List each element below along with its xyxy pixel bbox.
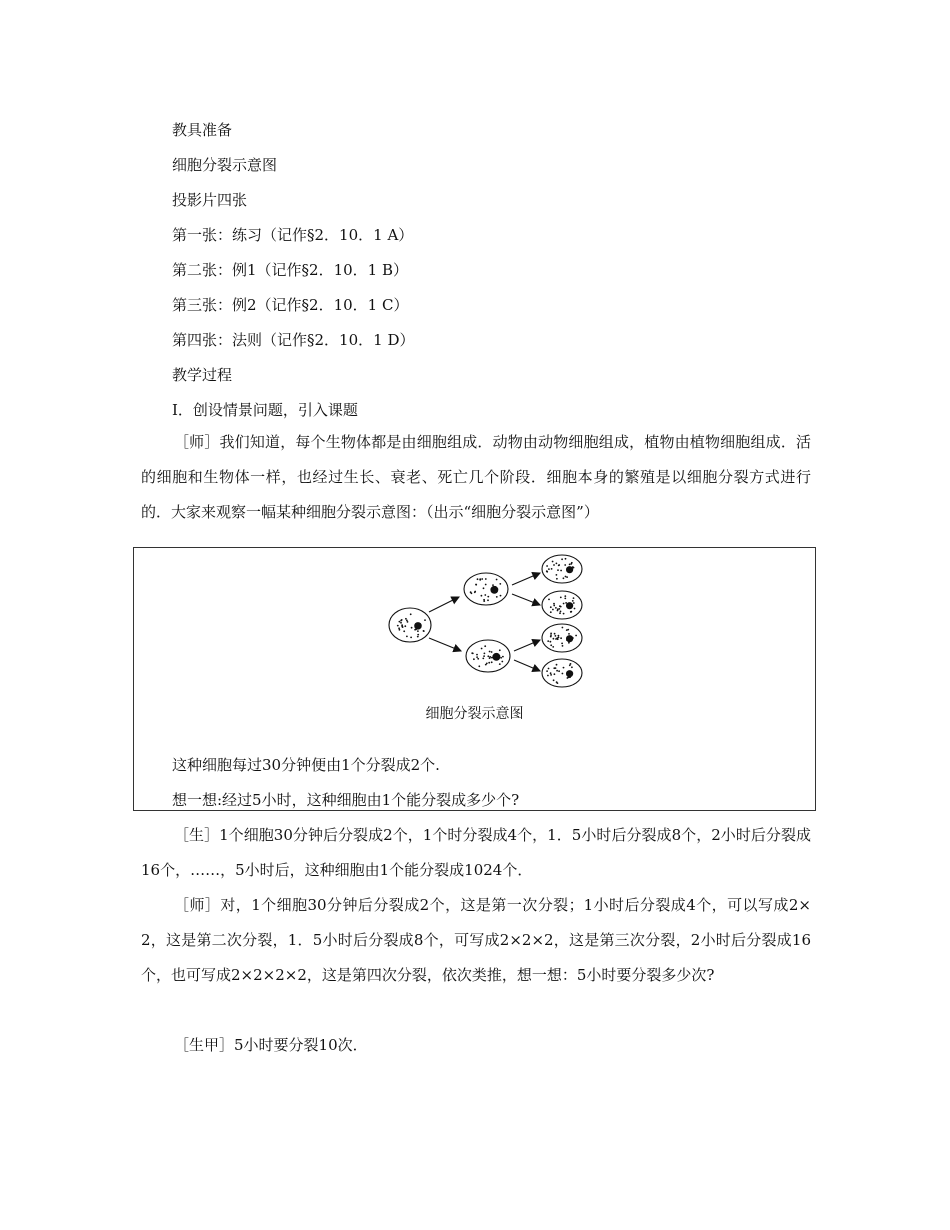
cell-gen0 xyxy=(389,608,431,642)
aid-item-diagram: 细胞分裂示意图 xyxy=(172,156,278,174)
slide-item-3: 第三张：例2（记作§2．10．1 C） xyxy=(172,296,409,314)
slide-item-2: 第二张：例1（记作§2．10．1 B） xyxy=(172,261,409,279)
cell-gen2-3 xyxy=(542,624,582,652)
paragraph-student-answer: ［生］1个细胞30分钟后分裂成2个，1个时分裂成4个，1．5小时后分裂成8个，2小时后分裂成16个，……，5小时后，这种细胞由1个能分裂成1024个． xyxy=(141,826,811,879)
heading-teaching-aids: 教具准备 xyxy=(172,121,233,139)
section-heading-1: Ⅰ．创设情景问题，引入课题 xyxy=(172,401,358,419)
aid-item-slides: 投影片四张 xyxy=(172,191,248,209)
heading-teaching-process: 教学过程 xyxy=(172,366,233,384)
slide-item-4: 第四张：法则（记作§2．10．1 D） xyxy=(172,331,415,349)
cell-gen2-4 xyxy=(542,659,582,687)
figure-caption: 细胞分裂示意图 xyxy=(425,706,524,722)
figure-text-line-2: 想一想:经过5小时，这种细胞由1个能分裂成多少个? xyxy=(172,791,520,809)
figure-box xyxy=(133,547,816,811)
cell-icon xyxy=(389,555,582,687)
paragraph-teacher-explanation: ［师］对，1个细胞30分钟后分裂成2个，这是第一次分裂；1小时后分裂成4个，可以写成2×2，这是第二次分裂，1．5小时后分裂成8个，可写成2×2×2，这是第三次分裂，2小时后分裂成16个，也可写成2×2×2×2，这是第四次分裂，依次类推，想一想：5小时要分裂多少次? xyxy=(141,896,811,984)
slide-item-1: 第一张：练习（记作§2．10．1 A） xyxy=(172,226,414,244)
cell-gen1-top xyxy=(464,573,508,605)
cell-gen1-bottom xyxy=(466,640,510,672)
paragraph-teacher-intro: ［师］我们知道，每个生物体都是由细胞组成．动物由动物细胞组成，植物由植物细胞组成．活的细胞和生物体一样，也经过生长、衰老、死亡几个阶段．细胞本身的繁殖是以细胞分裂方式进行的．大家来观察一幅某种细胞分裂示意图：（出示“细胞分裂示意图”） xyxy=(141,433,811,521)
cell-gen2-1 xyxy=(542,555,582,583)
figure-text-line-1: 这种细胞每过30分钟便由1个分裂成2个. xyxy=(172,756,440,774)
paragraph-student-a: ［生甲］5小时要分裂10次． xyxy=(174,1036,368,1054)
cell-gen2-2 xyxy=(542,591,582,619)
